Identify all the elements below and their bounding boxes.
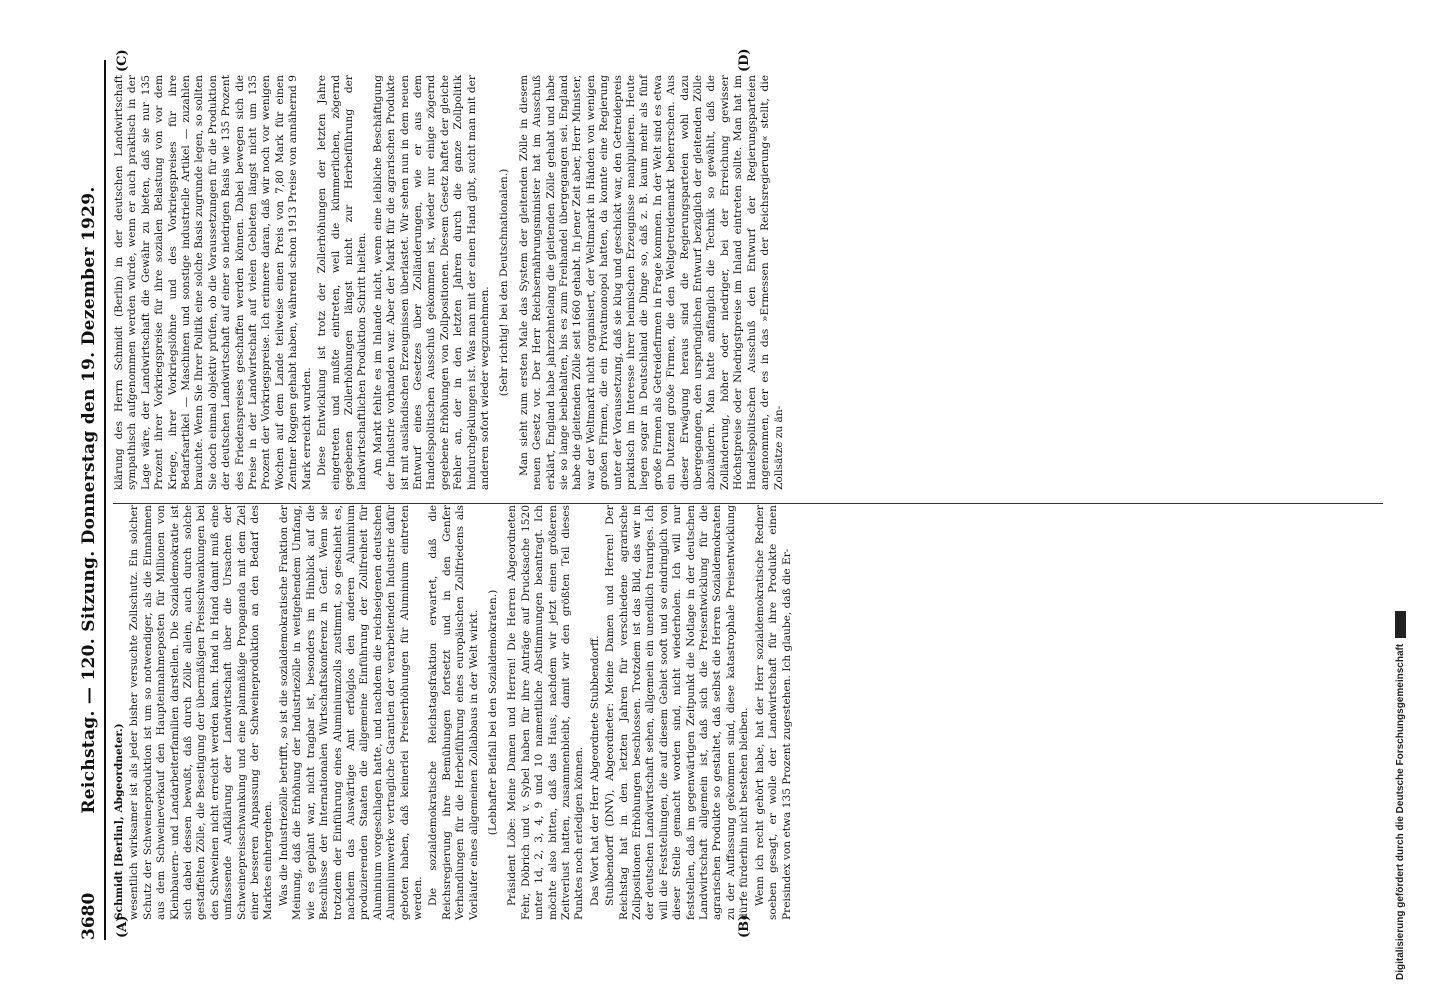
page-header bbox=[77, 60, 105, 940]
column-divider bbox=[113, 503, 1383, 504]
paragraph: Stubbendorff (DNV), Abgeordneter: Meine Damen und Herren! Der Reichstag hat in den letzten Jahren für verschiedene agrarische Zollpositionen Erhöhungen beschlossen. Trotzdem ist das Bild, das wir in der deutschen Landwirtschaft sehen, allgemein ein unendlich trauriges. Ich will die Feststellungen, die auf diesem Gebiet sooft und so eindringlich von dieser Stelle gemacht worden sind, nicht wiederholen. Ich will nur feststellen, daß im gegenwärtigen Zeitpunkt die Notlage in der deutschen Landwirtschaft allgemein ist, daß sich die Preisentwicklung für die agrarischen Produkte so gestaltet, daß selbst die Herren Sozialdemokraten zu der Auffassung gekommen sind, diese katastrophale Preisentwicklung dürfe fürderhin nicht bestehen bleiben. bbox=[604, 505, 751, 920]
paragraph: Die sozialdemokratische Reichstagsfraktion erwartet, daß die Reichsregierung ihre Bemühungen fortsetzt und in den Genfer Verhandlungen für die Herbeiführung eines europäischen Zollfriedens als Vorläufer eines allgemeinen Zollabbaus in der Welt wirkt. bbox=[427, 505, 480, 920]
paragraph: Am Markt fehlte es im Inlande nicht, wenn eine leibliche Beschäftigung der Industrie vorhanden war. Aber der Markt für die agrarischen Produkte ist mit ausländischen Erzeugnissen überlastet. Wir sehen nun in dem neuen Entwurf eines Gesetzes über Zolländerungen, wie er aus dem Handelspolitischen Ausschuß gekommen ist, wieder nur einige zögernd gegebene Erhöhungen von Zollpositionen. Diesem Gesetz haftet der gleiche Fehler an, der in den letzten Jahren durch die ganze Zollpolitik hindurchgeklungen ist. Was man mit der einen Hand gibt, sucht man mit der anderen sofort wieder wegzunehmen. bbox=[371, 75, 491, 490]
paragraph: klärung des Herrn Schmidt (Berlin) in der deutschen Landwirtschaft sympathisch aufgenommen werden würde, wenn er auch praktisch in der Lage wäre, der Landwirtschaft die Gewähr zu bieten, daß sie nur 135 Prozent ihrer Vorkriegspreise für ihre sozialen Belastung von vor dem Kriege, ihrer Vorkriegslöhne und des Vorkriegspreises für ihre Bedarfsartikel — Maschinen und sonstige industrielle Artikel — zuzahlen brauchte. Wenn Sie Ihrer Politik eine solche Basis zugrunde legen, so sollten Sie doch einmal objektiv prüfen, ob die Voraussetzungen für die Produktion der deutschen Landwirtschaft auf einer so niedrigen Basis wie 135 Prozent des Friedenspreises geschaffen werden können. Dabei bewegen sich die Preise in der Landwirtschaft auf vielen Gebieten längst nicht um 135 Prozent der Vorkriegspreise. Ich erinnere daran, daß wir noch vor wenigen Wochen auf dem Lande teilweise einen Preis von 7,80 Mark für einen Zentner Roggen gehabt haben, während schon 1913 Preise von annähernd 9 Mark erreicht wurden. bbox=[113, 75, 313, 490]
left-column bbox=[113, 505, 796, 920]
digitization-credit bbox=[1395, 20, 1423, 980]
page-number: 3680 bbox=[79, 892, 99, 940]
margin-marker-c: (C) bbox=[115, 49, 130, 72]
margin-marker-a: (A) bbox=[115, 915, 130, 938]
paragraph: Wenn ich recht gehört habe, hat der Herr sozialdemokratische Redner soeben gesagt, er wolle der Landwirtschaft für ihre Produkte einen Preisindex von etwa 135 Prozent zugestehen. Ich glaube, daß die Er- bbox=[753, 505, 793, 920]
stage-direction: (Sehr richtig! bei den Deutschnationalen.) bbox=[498, 168, 511, 397]
paragraph: Diese Entwicklung ist trotz der Zollerhöhungen der letzten Jahre eingetreten und mußte eintreten, weil die kümmerlichen, zögernd gegebenen Zollerhöhungen längst nicht zur Herbeiführung der landwirtschaftlichen Produktion Schritt hielten. bbox=[316, 75, 369, 490]
page-title: Reichstag. — 120. Sitzung. Donnerstag den 19. Dezember 1929. bbox=[79, 186, 99, 814]
paragraph: wesentlich wirksamer ist als jeder bisher versuchte Zollschutz. Ein solcher Schutz der Schweineproduktion ist um so notwendiger, als die Einnahmen aus dem Schweineverkauf den Haupteinnahmeposten für Millionen von Kleinbauern- und Landarbeiterfamilien darstellen. Die Sozialdemokratie ist sich dabei dessen bewußt, daß durch Zölle allein, auch durch solche gestaffelten Zölle, die Beseitigung der übermäßigen Preisschwankungen bei den Schweinen nicht erreicht werden kann. Hand in Hand damit muß eine umfassende Aufklärung der Landwirtschaft über die Ursachen der Schweinepreisschwankung und eine planmäßige Propaganda mit dem Ziel einer besseren Anpassung der Schweineproduktion an den Bedarf des Marktes einhergehen. bbox=[128, 505, 275, 920]
margin-marker-b: (B) bbox=[737, 914, 752, 938]
stage-direction: (Lebhafter Beifall bei den Sozialdemokraten.) bbox=[486, 589, 499, 836]
speaker-continuation: Schmidt [Berlin], Abgeordneter.) bbox=[113, 723, 125, 920]
paragraph: Das Wort hat der Herr Abgeordnete Stubbendorff. bbox=[588, 635, 601, 906]
right-column bbox=[113, 75, 788, 490]
margin-marker-d: (D) bbox=[737, 48, 752, 72]
paragraph: Was die Industriezölle betrifft, so ist die sozialdemokratische Fraktion der Meinung, daß die Erhöhung der Industriezölle in weitgehendem Umfang, wie es geplant war, nicht tragbar ist, besonders im Hinblick auf die Beschlüsse der Internationalen Wirtschaftskonferenz in Genf. Wenn sie trotzdem der Einführung eines Aluminiumzolls zustimmt, so geschieht es, nachdem das Auswärtige Amt erfolglos den anderen Aluminium produzierenden Staaten die allgemeine Einführung der Zollfreiheit für Aluminium vorgeschlagen hatte, und nachdem die reichseigenen deutschen Aluminiumwerke vertragliche Garantien der verarbeitenden Industrie dafür geboten haben, daß keinerlei Preiserhöhungen für Aluminium eintreten werden. bbox=[277, 505, 424, 920]
paragraph: Präsident Löbe: Meine Damen und Herren! Die Herren Abgeordneten Fehr, Döbrich und v. Sybel haben für ihre Anträge auf Drucksache 1520 unter 1d, 2, 3, 4, 9 und 10 namentliche Abstimmungen beantragt. Ich möchte also bitten, daß das Haus, nachdem wir jetzt einen größeren Zeitverlust hatten, zusammenbleibt, damit wir den größten Teil dieses Punktes noch erledigen können. bbox=[506, 505, 586, 920]
credit-text: Digitalisierung gefördert durch die Deutsche Forschungsgemeinschaft bbox=[1395, 643, 1406, 980]
header-rule bbox=[104, 60, 106, 940]
paragraph: Man sieht zum ersten Male das System der gleitenden Zölle in diesem neuen Gesetz vor. Der Herr Reichsernährungsminister hat im Ausschuß erklärt, England habe jahrzehntelang die gleitenden Zölle gehabt und habe sie so lange beibehalten, bis es zum Freihandel übergegangen sei. England habe die gleitenden Zölle seit 1660 gehabt. In jener Zeit aber, Herr Minister, war der Weltmarkt nicht organisiert, der Weltmarkt in Händen von wenigen großen Firmen, die ein Privatmonopol hatten, da konnte eine Regierung unter der Voraussetzung, daß sie klug und geschickt war, den Getreidepreis praktisch im Interesse ihrer heimischen Erzeugnisse manipulieren. Heute liegen sogar in Deutschland die Dinge so, daß z. B. kaum mehr als fünf große Firmen als Getreidefirmen in Frage kommen. In der Welt sind es etwa ein Dutzend große Firmen, die den Weltgetreidemarkt beherrschen. Aus dieser Erwägung heraus sind die Regierungsparteien wohl dazu übergegangen, den ursprünglichen Entwurf bezüglich der gleitenden Zölle abzuändern. Man hatte anfänglich die Technik so gewählt, daß die Zolländerung, höher oder niedriger, bei der Erreichung gewisser Höchstpreise oder Niedrigstpreise im Inland eintreten sollte. Man hat im Handelspolitischen Ausschuß den Entwurf der Regierungsparteien angenommen, der es in das »Ermessen der Reichsregierung« stellt, die Zollsätze zu än- bbox=[517, 75, 785, 490]
credit-line bbox=[1395, 20, 1406, 980]
dfg-logo: DFG bbox=[1395, 611, 1406, 638]
rotated-document-page bbox=[77, 48, 1397, 940]
